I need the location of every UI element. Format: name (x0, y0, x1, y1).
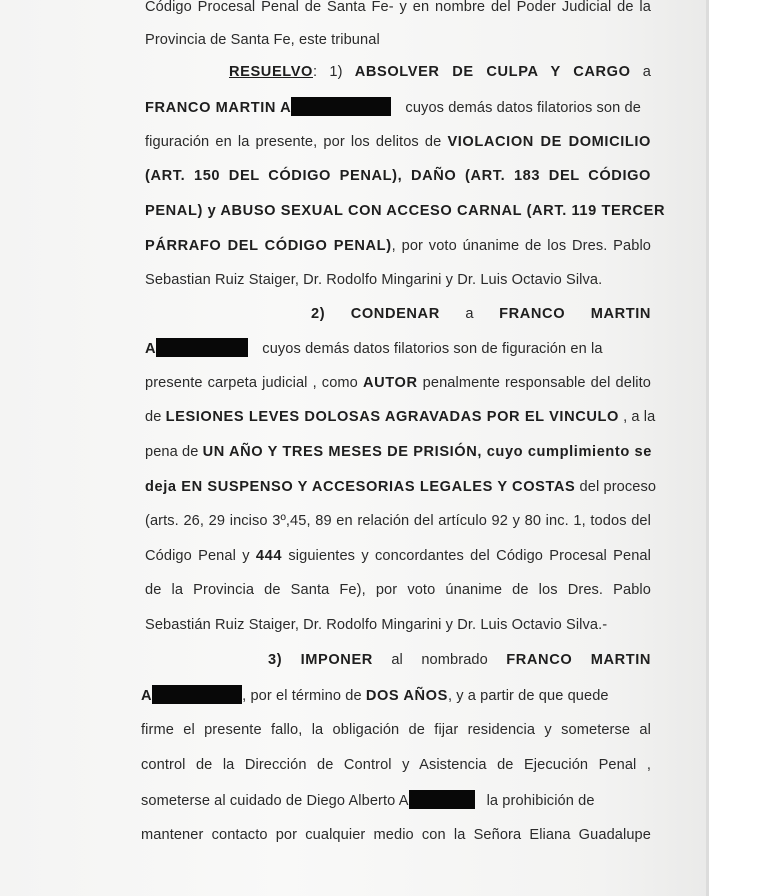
text-line: (ART. 150 DEL CÓDIGO PENAL), DAÑO (ART. 183 DEL CÓDIGO (145, 168, 651, 184)
text-line: RESUELVO: 1) ABSOLVER DE CULPA Y CARGO a (229, 64, 651, 80)
text-line: 3) IMPONER al nombrado FRANCO MARTIN (268, 652, 652, 668)
text-line: de LESIONES LEVES DOLOSAS AGRAVADAS POR EL VINCULO , a la (145, 409, 656, 425)
text-line: FRANCO MARTIN A cuyos demás datos filatorios son de (145, 97, 651, 118)
redaction-box (156, 338, 248, 357)
text-line: mantener contacto por cualquier medio con la Señora Eliana Guadalupe (141, 827, 651, 843)
text-line: control de la Dirección de Control y Asistencia de Ejecución Penal , (141, 757, 651, 773)
redaction-box (409, 790, 475, 809)
text-line: 2) CONDENAR a FRANCO MARTIN (311, 306, 652, 322)
text-line: A , por el término de DOS AÑOS, y a partir de que quede (141, 685, 647, 706)
redaction-box (152, 685, 242, 704)
text-line: figuración en la presente, por los delitos de VIOLACION DE DOMICILIO (145, 134, 651, 150)
redaction-box (291, 97, 391, 116)
text-line: presente carpeta judicial , como AUTOR penalmente responsable del delito (145, 375, 651, 391)
text-line: Sebastian Ruiz Staiger, Dr. Rodolfo Mingarini y Dr. Luis Octavio Silva. (145, 272, 603, 288)
text-line: Sebastián Ruiz Staiger, Dr. Rodolfo Mingarini y Dr. Luis Octavio Silva.- (145, 617, 608, 633)
text-line: deja EN SUSPENSO Y ACCESORIAS LEGALES Y COSTAS del proceso (145, 479, 657, 495)
text-line: A cuyos demás datos filatorios son de figuración en la (145, 338, 651, 359)
text-line: Provincia de Santa Fe, este tribunal (145, 32, 380, 48)
text-line: pena de UN AÑO Y TRES MESES DE PRISIÓN, cuyo cumplimiento se (145, 444, 652, 460)
page-edge (706, 0, 709, 896)
text-line: PÁRRAFO DEL CÓDIGO PENAL), por voto únanime de los Dres. Pablo (145, 238, 651, 254)
text-line: Código Procesal Penal de Santa Fe- y en nombre del Poder Judicial de la (145, 0, 651, 15)
text-line: PENAL) y ABUSO SEXUAL CON ACCESO CARNAL (ART. 119 TERCER (145, 203, 666, 219)
text-line: de la Provincia de Santa Fe), por voto únanime de los Dres. Pablo (145, 582, 651, 598)
text-line: (arts. 26, 29 inciso 3º,45, 89 en relación del artículo 92 y 80 inc. 1, todos del (145, 513, 651, 529)
text-line: firme el presente fallo, la obligación de fijar residencia y someterse al (141, 722, 651, 738)
text-line: someterse al cuidado de Diego Alberto A la prohibición de (141, 790, 647, 811)
text-line: Código Penal y 444 siguientes y concordantes del Código Procesal Penal (145, 548, 651, 564)
